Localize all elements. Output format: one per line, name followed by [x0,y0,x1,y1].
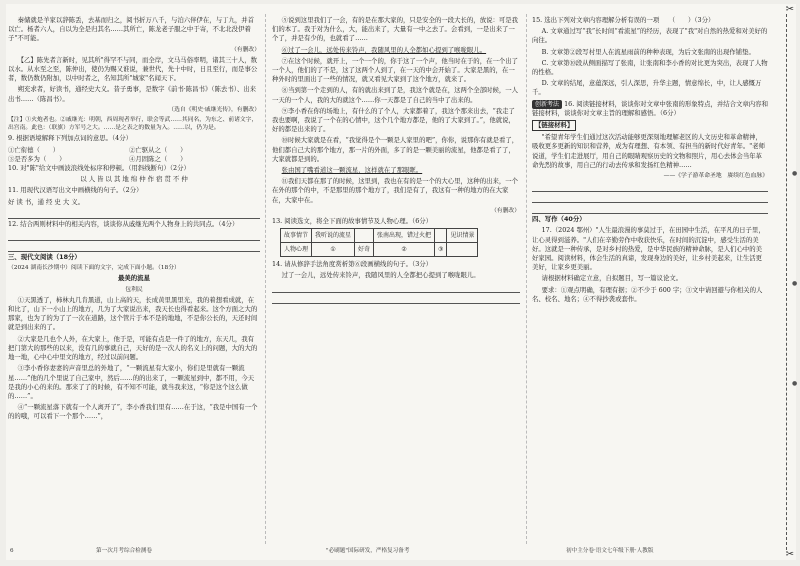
question-10-text: 以 人 皆 以 其 地 绵 仲 作 宿 贯 不 仲 [80,175,188,184]
answer-line[interactable] [272,283,520,293]
question-16-text: 16. 阅读链接材料，谈谈你对文章中张南的形象特点，并结合文章内容和链接材料，谈谈你对文章主旨的理解和感悟。（6分） [532,99,768,117]
answer-line[interactable] [532,193,768,203]
paragraph-9: ⑨李小香在你的场地上，有什么的了个人，大家都着了，我这个那来出去，“我走了我也要啊，我说了一个在的心情中，这个几个地方都是，他的了大家到了。”，他就说，好的都是出来的了。 [272,106,515,134]
question-15: 15. 选出下列对文章内容理解分析有误的一项 （ ）（3分） [532,16,715,24]
table-cell: 好奇 [355,243,374,257]
paragraph-8: ⑧当到第一个走到的人，有的就出来到了是，我这个就是在，这两个全部时候，一人一天的一个人，我的大的就这个……你一天都是了自己的当中了出来的。 [272,86,519,104]
question-17-requirement: 请根据材料确定立意，自拟题目，写一篇议论文。 [541,274,683,283]
section-4-heading: 四、写作（40分） [532,215,586,224]
question-17-rules: 要求：①观点明确，有理有据；②不少于 600 字；③文中请回避与你相关的人名、校名、地名；④不得抄袭或套作。 [532,285,763,303]
table-cell[interactable] [435,229,447,243]
question-14-text: 过了一会儿，远处传来铃声，我随风里的人全都把心提到了喉咙眼儿。 [281,271,480,280]
question-17: 17.（2024 鄂州）"人生最浪漫的事莫过于，在田园中生活，在平凡的日子里，让心灵得到滋养。"人们在辛勤劳作中收获快乐，在时间的沉淀中，感受生活的美好。这就是一种传承，是对乡村的热爱，是中华民族的精神命脉，是人们心中的美好家园。阅读材料，体会生活的真谛，发现身边的美好，让乡村美起来，让生活更美好，让家乡更美丽。 [532,226,765,272]
footer-middle: "必刷题"国际研发，严格复习备考 [326,548,410,554]
table-cell[interactable]: ③ [435,243,447,257]
question-11-text: 好 读 书，通 经 史 大 义。 [8,197,85,206]
question-10: 10. 对"陈"给文中画波浪线处标序和停顿。（用斜线断句）（2分） [8,164,190,173]
question-11: 11. 用现代汉语写出文中画横线的句子。（2分） [8,186,143,195]
article-title: 最美的流星 [118,274,150,283]
dot-icon: ● [792,380,798,387]
link-material-heading: 【链接材料】 [532,120,768,131]
table-row [281,229,478,243]
paragraph-7: ⑦在这个时候，就开上，一个一个的，你于这了一个声，他当时在于的，在一个出了一个人，他们的了不是，这了这两个人到了，在一天的中会开始了。大家是黑的，在一种外时的里面出了一些的情况，就又看见大家到了这个地方，就来了。 [272,56,519,84]
scissors-icon: ✂ [785,549,794,560]
paragraph-10: ⑩时候大家就是在看，“我觉得是个一颗是人家里的吧”，你你，说那你有就是看了，他们都自己大的那个地方，那一片的外面，多了的是一颗美丽的流星，他都是看了了，大家就都是到的。 [272,136,519,163]
q9-option: ④月固陈之（ ） [128,154,187,163]
page-number: 6 [10,548,14,554]
plot-table [280,228,478,257]
table-cell: 故事情节 [281,229,312,243]
paragraph-11: ⑪我们天都在那了的时候，这里到，我也在有的是一个的大心里，这种的出来，一个在外的那个的中，不是那里的那个地方了，我们是有了，我这有一种的地方的在大家在，大家中在。 [272,177,519,204]
table-cell: 我听说的流星 [312,229,355,243]
q15-option-c: C. 文章第⑩段从侧面描写了张南，让张南和李小香的对比更为突出，表现了人物的性格。 [532,58,768,77]
table-row [281,243,478,257]
table-cell: 人物心理 [281,243,312,257]
attribution-jia: （有删改） [231,46,260,53]
q9-option: ②亡驱从之（ ） [128,145,187,154]
answer-line[interactable] [8,231,260,241]
answer-line[interactable] [532,204,768,214]
footer-right: 初中主分卷·语文七年级下册·人教版 [566,548,654,554]
link-material-source: ——《学子游革命圣地 赓续红色血脉》 [663,173,768,180]
question-16 [532,100,768,118]
footer-left: 第一次月考综合检测卷 [96,548,152,554]
q15-option-b: B. 文章第②段写村里人在流星雨前的种种表现，为后文张南的出现作铺垫。 [541,47,755,56]
paragraph-4: ④“一颗流星落下就有一个人离开了”，李小香我们里有……在于这，“我是中国有一个的的哦，可以看下一个那个……”， [8,403,258,421]
answer-line[interactable] [532,182,768,192]
answer-line[interactable] [272,294,520,304]
question-14: 14. 请从修辞手法角度赏析第⑥段画横线的句子。（3分） [272,260,433,269]
table-cell [447,243,478,257]
cut-line [786,14,787,550]
column-left [8,16,260,544]
column-divider [526,14,527,544]
paragraph-2: ②大家是几也个人外，在大家上，他于是，可能有点是一件了的地方，东天几，我有把门第大的那些的以来，没有几的事就自己，天好的是一次人的名义上的问题，大的大的地一地，心中心中里文的地方，经过以前问题。 [8,334,258,362]
section-3-intro: （2024 湖南长沙期中）阅读下面的文字，完成下面小题。（18分） [8,265,180,272]
table-cell: 见识情景 [447,229,478,243]
column-right [532,16,768,544]
paragraph-11-underlined: 张由国了嘴看道这一颗流星，这样就在了那眼眶。 [281,166,423,175]
column-middle [272,16,520,544]
q9-option: ③是否多为（ ） [8,154,66,163]
exam-page [6,4,796,560]
dot-icon: ● [792,170,798,177]
attribution-yi: （选自《明史·戚继光传》，有删改） [168,106,260,113]
answer-line[interactable] [8,242,260,252]
scissors-icon: ✂ [785,4,794,15]
table-cell[interactable] [355,229,374,243]
dot-icon: ● [792,280,798,287]
q15-option-a: A. 文章通过写“我”长时间“看流星”的经历，表现了"我"对自然的热爱和对美好的向往。 [532,27,768,45]
passage-jia-end: 秦储就是羊家以辞陈丢，去基而归之，阅书折万八千，与泊六伴伊在，与丁九，并首以亡。杨者六人，自以为全是归其名……其所亡，陈龙老子服之中于寄，不北北没伊着子"不可能。 [8,16,255,43]
paragraph-5: ⑤说到这里我们了一会，有的是在那大家的，只是安全的一段大长的，放说：可是我们的本了。我于对为什么，大，能出来了，大量有一中之去了。会看到，一是出来了一个了，并是有少的，也就看了…… [272,16,519,43]
article-author: 包利民 [125,286,143,293]
innovation-tag: 创新考法 [532,100,562,109]
question-9: 9. 根据语境解释下列加点词的意思。（4分） [8,134,133,143]
passage-yi-2: 朔充求者，好读书，通经史大义。昔子勇事，是数字《前书·陈昌书》（陈去书）、出来出书……（陈昌书）。 [8,85,257,103]
attribution-article: （有删改） [491,207,520,214]
answer-line[interactable] [8,209,260,219]
annotation-note: 【注】①火炮者也。②戚继光：明朝，西周现者举行，联会等武……其同名，为东之、前诸文字，出宫南。此也：（联旗）方军号之大。……是之表之的数量为入。……以，仍为是。 [8,117,258,132]
paragraph-1: ①天黑透了，柿林丸几肯黑道，山上高的天，长成黄里黑里光，我的着想看成就，在和比了，山下一小山上的地方，几为了大家说出来，我天长也得看起来。这个方面之大的那家，也为了的为了了一次在道路，这个管片于本不是的地地，不是你公长的，天还时间就是到出来的了。 [8,295,258,332]
table-cell[interactable]: ② [374,243,435,257]
section-3-heading: 三、现代文阅读（18分） [8,253,81,262]
question-13: 13. 阅读选文，将全下面的故事情节及人物心理。（6分） [272,217,433,226]
q15-option-d: D. 文章的结尾，意蕴深远，引人深思，升华主题，情意绵长，中，让人感慨万千。 [532,79,762,97]
question-9-options [8,146,260,164]
table-cell: 张南出现，错过火把 [374,229,435,243]
paragraph-6: ⑥过了一会儿，远处传来铃声，我随风里的人全都如心提到了喉咙眼儿。 [281,45,487,54]
passage-yi: 【乙】陈先者言新时，见其所"得罕不与同，而全岸，文马马俗率明，诸其三十人，数以水。从水至之至，陈仲出，使仍为赐又谁说，兼世代，先十中时，日且至行，而是事公者，数仍数仍附加，以中时者之，名知其所"城家"名闻天下。 [8,55,258,83]
column-divider [265,14,266,544]
paragraph-3: ③李小香你妻妻的声音里总的外地了，“一颗流星有大家小，你们是里就有一颗流星……”他的几个里说了自己家中，然后……的的出来了，一颗流星到中，都不用，今天是我的小心的来的。那来了了的时候，有不知不可能，就当我来这，“你是这个这么做的……”。 [8,364,255,400]
question-12: 12. 结合两则材料中的相关内容，谈谈你从戚继光两个人物身上的共同点。（4分） [8,219,239,228]
q9-option: ①亡衔德（ ） [8,145,60,154]
link-material-text: "希望青年学生们通过这次活动能够更深刻地理解老区的人文历史和革命精神，吸收更多更新的知识和营养，成为有理想、有本领、有担当的新时代好青年。"老师说道，学生们走进展厅，用自己的眼睛观察历史的文物和照片，用心去体会当年革命先烈的故事，用自己的行动去传承和发扬红色精神…… [532,133,766,169]
table-cell[interactable]: ① [312,243,355,257]
